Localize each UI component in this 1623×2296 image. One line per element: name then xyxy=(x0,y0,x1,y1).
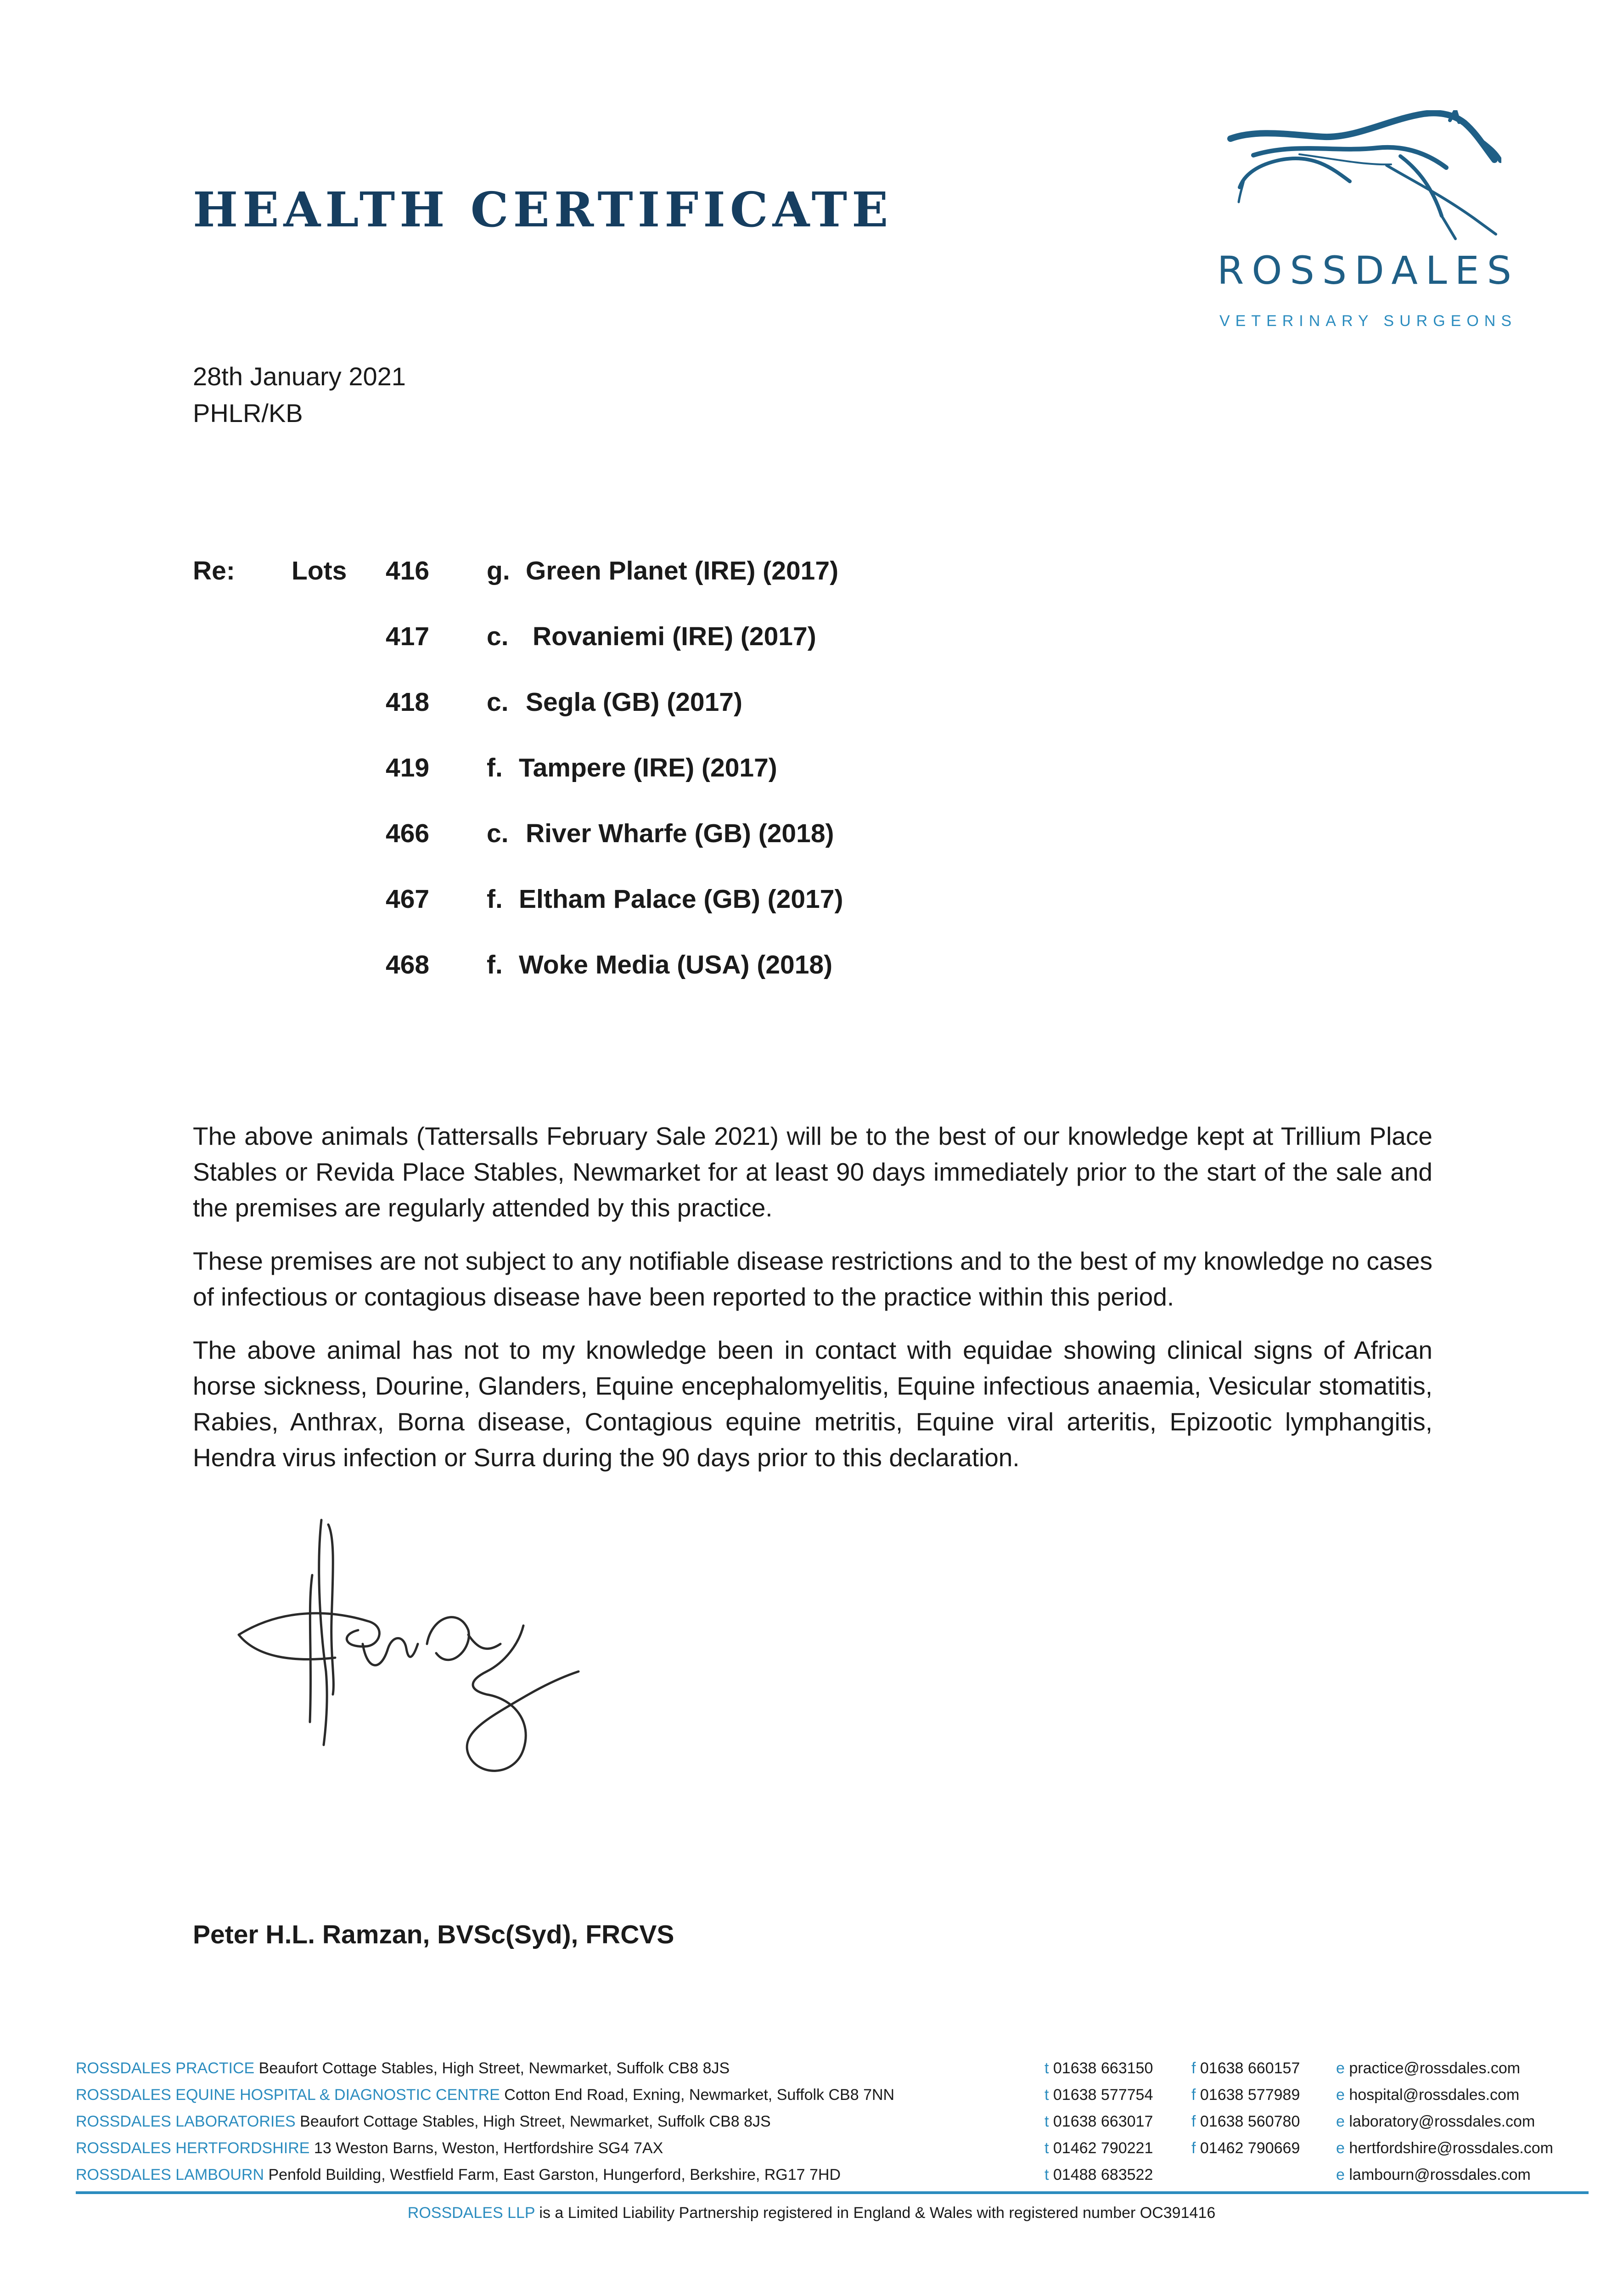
lot-sex: f. xyxy=(487,884,503,914)
lot-number: 416 xyxy=(386,556,430,585)
letter-date: 28th January 2021 xyxy=(193,362,406,391)
lot-name: Tampere (IRE) (2017) xyxy=(519,753,777,782)
office-phone: t 01638 577754 xyxy=(1045,2086,1153,2104)
body-paragraph: The above animal has not to my knowledge been in contact with equidae showing clinical signs of African horse sickness, Dourine, Glanders, Equine encephalomyelitis, Equine infectious anaemia, Vesicular stomatitis, Rabies, Anthrax, Borna disease, Contagious equine metritis, Equine viral arteritis, Epizootic lymphangitis, Hendra virus infection or Surra during the 90 days prior to this declaration. xyxy=(193,1336,1432,1472)
office-email: e lambourn@rossdales.com xyxy=(1336,2166,1531,2183)
office-fax: f 01638 560780 xyxy=(1191,2113,1300,2130)
body-paragraph: These premises are not subject to any notifiable disease restrictions and to the best of my knowledge no cases of infectious or contagious disease have been reported to the practice within this period. xyxy=(193,1247,1432,1311)
office-name: ROSSDALES LABORATORIES xyxy=(76,2113,296,2130)
office-email: e practice@rossdales.com xyxy=(1336,2060,1521,2077)
office-phone: t 01488 683522 xyxy=(1045,2166,1153,2183)
lot-number: 467 xyxy=(386,884,430,914)
footer-offices xyxy=(76,2055,1589,2188)
footer-office-row xyxy=(76,2082,1589,2108)
lot-name: Segla (GB) (2017) xyxy=(526,687,742,717)
lot-name: Rovaniemi (IRE) (2017) xyxy=(533,622,816,651)
office-phone: t 01462 790221 xyxy=(1045,2139,1153,2157)
lot-number: 419 xyxy=(386,753,430,782)
footer-office-row xyxy=(76,2108,1589,2135)
handwritten-signature xyxy=(230,1506,643,1791)
office-fax: f 01462 790669 xyxy=(1191,2139,1300,2157)
lot-number: 466 xyxy=(386,819,430,848)
office-email: e hospital@rossdales.com xyxy=(1336,2086,1520,2104)
galloping-horse-logo-icon xyxy=(1226,110,1501,248)
lot-name: Eltham Palace (GB) (2017) xyxy=(519,884,843,914)
footer-office-row xyxy=(76,2055,1589,2082)
lot-number: 417 xyxy=(386,622,430,651)
rossdales-logo xyxy=(1212,110,1524,340)
office-fax: f 01638 577989 xyxy=(1191,2086,1300,2104)
page-title: HEALTH CERTIFICATE xyxy=(193,181,893,238)
office-address: Beaufort Cottage Stables, High Street, Newmarket, Suffolk CB8 8JS xyxy=(300,2113,771,2130)
re-label: Re: xyxy=(193,556,235,585)
lot-number: 418 xyxy=(386,687,430,717)
office-phone: t 01638 663150 xyxy=(1045,2060,1153,2077)
footer-divider xyxy=(76,2191,1589,2194)
office-name: ROSSDALES HERTFORDSHIRE xyxy=(76,2139,310,2157)
office-fax: f 01638 660157 xyxy=(1191,2060,1300,2077)
lot-name: Woke Media (USA) (2018) xyxy=(519,950,833,979)
logo-tagline: VETERINARY SURGEONS xyxy=(1219,312,1517,330)
lot-number: 468 xyxy=(386,950,430,979)
office-name: ROSSDALES PRACTICE xyxy=(76,2060,255,2077)
logo-wordmark: ROSSDALES xyxy=(1217,248,1519,293)
office-address: Penfold Building, Westfield Farm, East Garston, Hungerford, Berkshire, RG17 7HD xyxy=(268,2166,841,2183)
lot-sex: f. xyxy=(487,753,503,782)
body-paragraph: The above animals (Tattersalls February Sale 2021) will be to the best of our knowledge kept at Trillium Place Stables or Revida Place Stables, Newmarket for at least 90 days immediately prior to the start of the sale and the premises are regularly attended by this practice. xyxy=(193,1122,1432,1222)
letter-meta xyxy=(193,358,406,432)
footer-office-row xyxy=(76,2161,1589,2188)
office-address: 13 Weston Barns, Weston, Hertfordshire SG4 7AX xyxy=(314,2139,663,2157)
letter-reference: PHLR/KB xyxy=(193,399,303,428)
office-address: Beaufort Cottage Stables, High Street, Newmarket, Suffolk CB8 8JS xyxy=(258,2060,730,2077)
office-email: e hertfordshire@rossdales.com xyxy=(1336,2139,1553,2157)
lot-sex: c. xyxy=(487,687,509,717)
office-address: Cotton End Road, Exning, Newmarket, Suffolk CB8 7NN xyxy=(504,2086,895,2104)
llp-name: ROSSDALES LLP xyxy=(407,2204,535,2222)
lot-sex: c. xyxy=(487,622,509,651)
lot-sex: f. xyxy=(487,950,503,979)
llp-registration xyxy=(0,2204,1623,2222)
office-name: ROSSDALES LAMBOURN xyxy=(76,2166,264,2183)
signatory-name: Peter H.L. Ramzan, BVSc(Syd), FRCVS xyxy=(193,1920,674,1949)
certificate-body xyxy=(193,1118,1432,1493)
llp-text: is a Limited Liability Partnership registered in England & Wales with registered number OC391416 xyxy=(539,2204,1216,2222)
lot-name: Green Planet (IRE) (2017) xyxy=(526,556,839,585)
lot-sex: c. xyxy=(487,819,509,848)
office-name: ROSSDALES EQUINE HOSPITAL & DIAGNOSTIC CENTRE xyxy=(76,2086,500,2104)
office-phone: t 01638 663017 xyxy=(1045,2113,1153,2130)
lots-label: Lots xyxy=(292,556,347,585)
lot-name: River Wharfe (GB) (2018) xyxy=(526,819,834,848)
footer-office-row xyxy=(76,2135,1589,2161)
lot-sex: g. xyxy=(487,556,510,585)
office-email: e laboratory@rossdales.com xyxy=(1336,2113,1535,2130)
